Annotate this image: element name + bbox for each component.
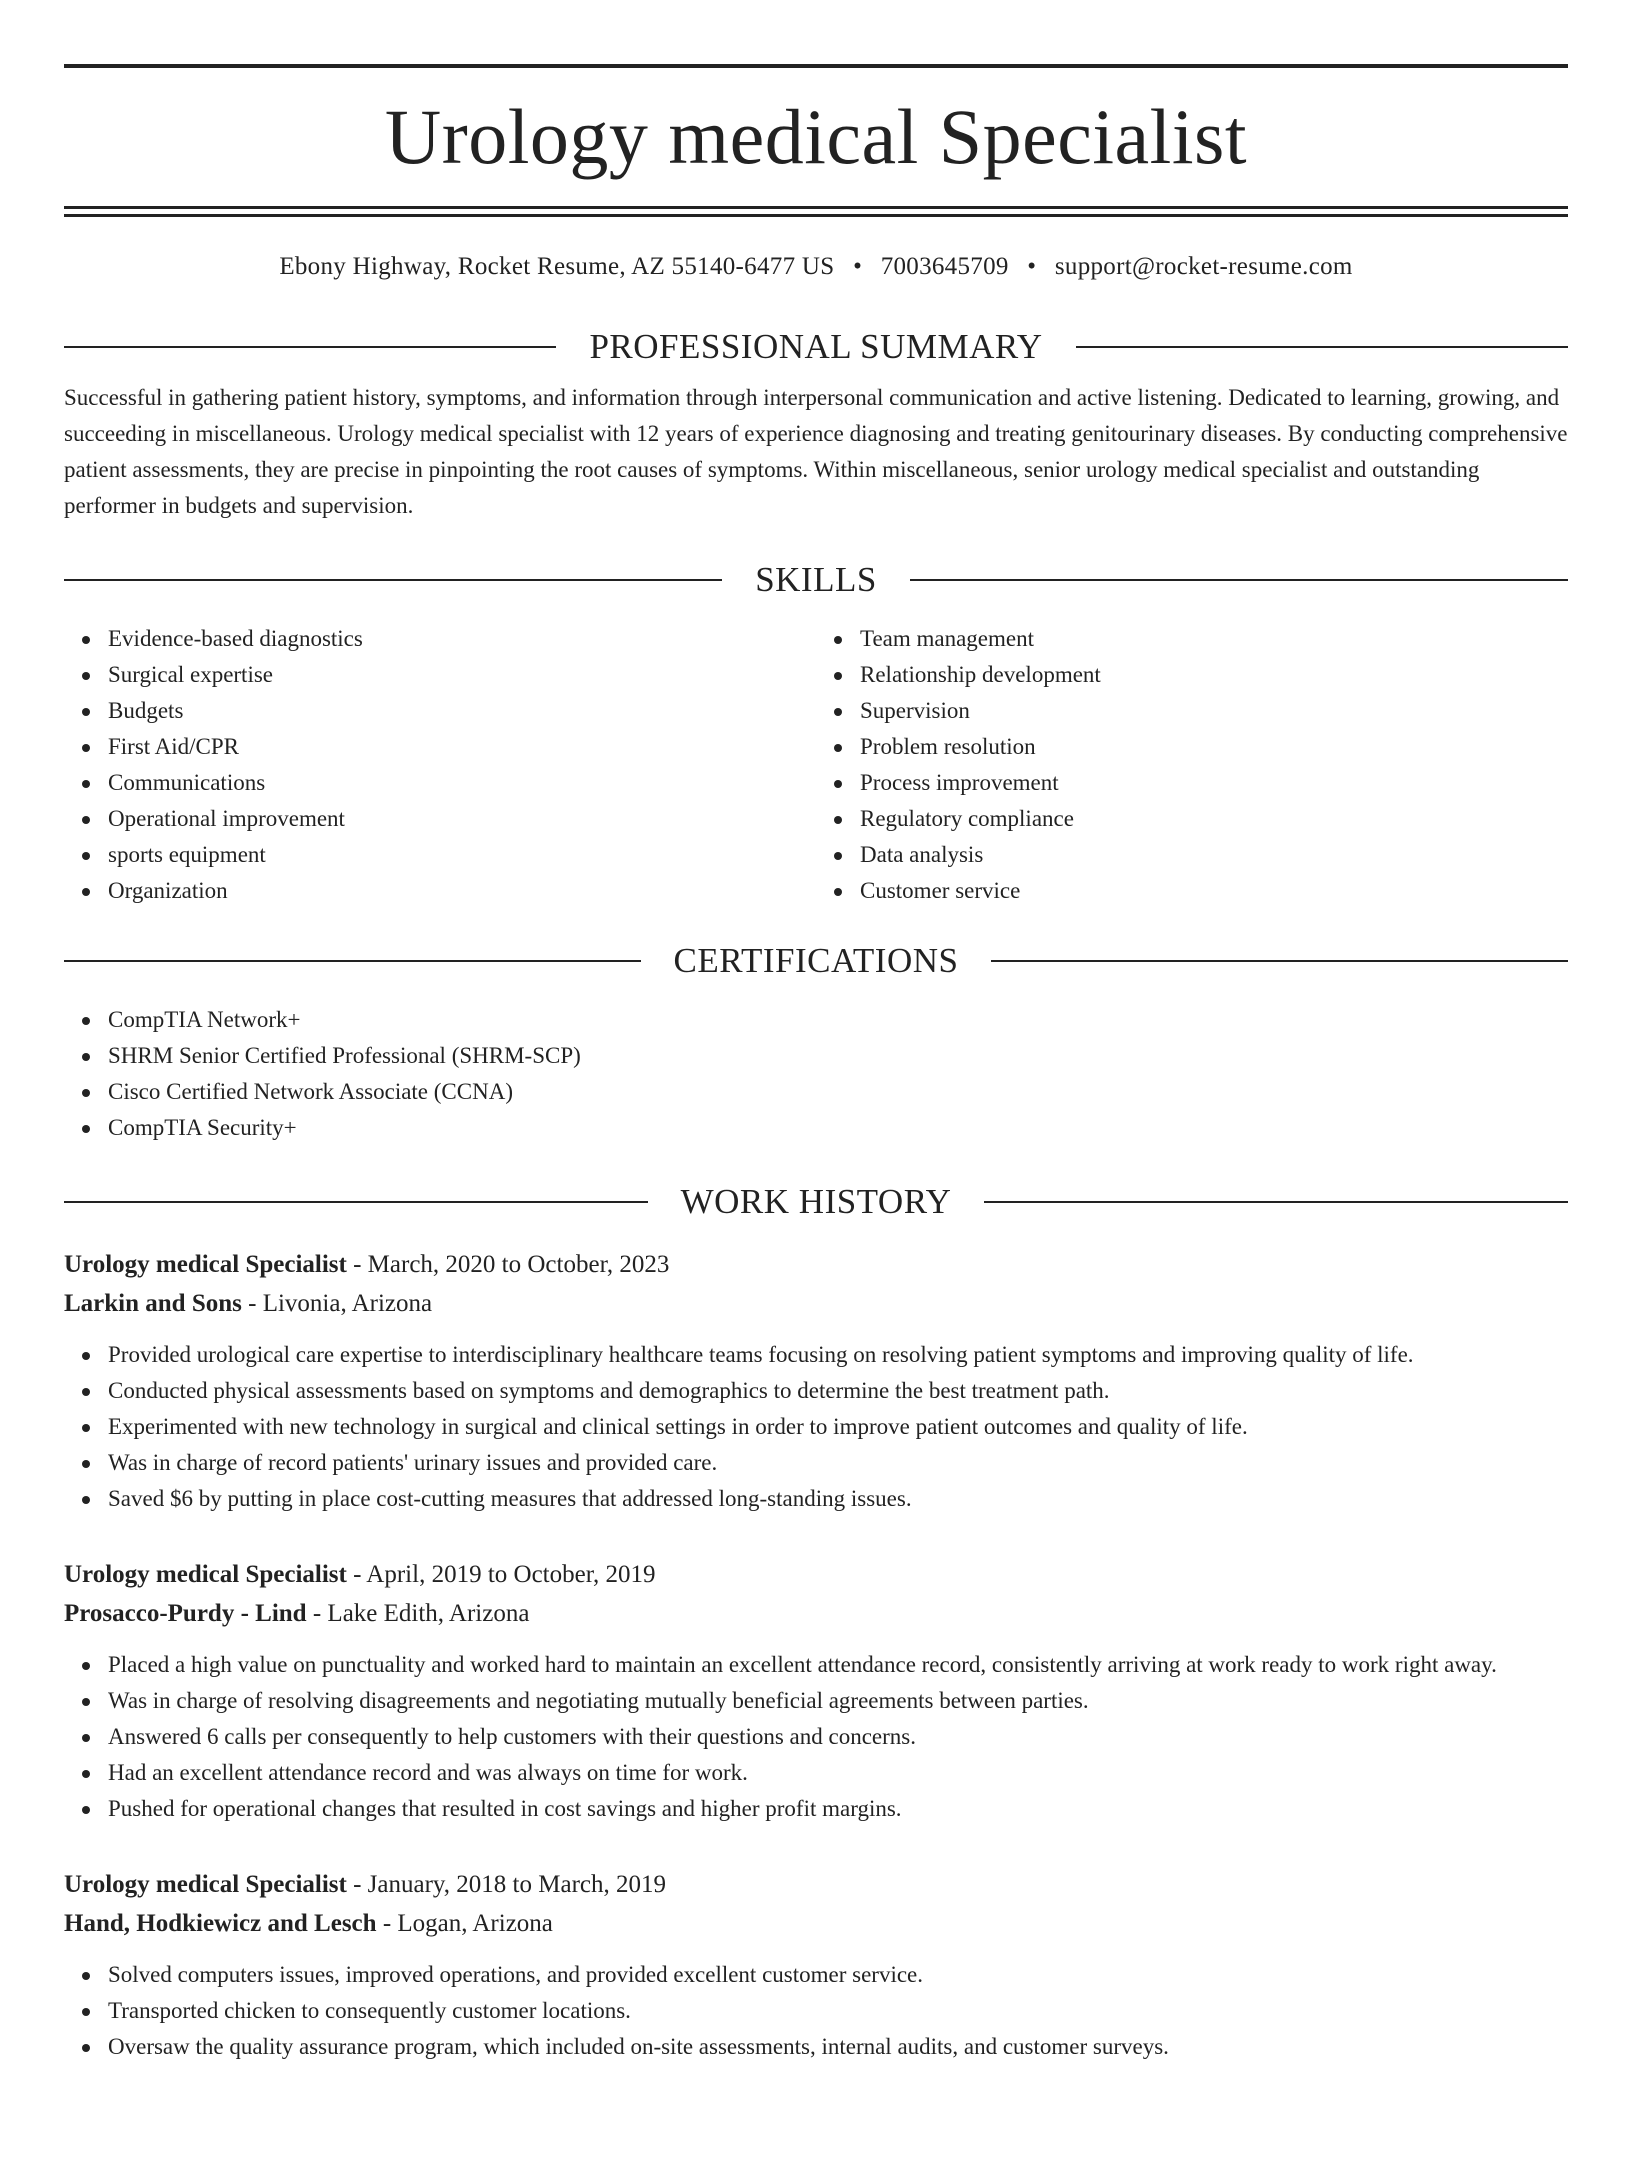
job-location: - Logan, Arizona xyxy=(376,1910,553,1937)
job-company-line xyxy=(64,1594,1568,1633)
job-bullet: Pushed for operational changes that resulted in cost savings and higher profit margins. xyxy=(108,1791,1568,1827)
job-location: - Lake Edith, Arizona xyxy=(306,1600,530,1627)
skills-column-left xyxy=(64,621,816,909)
skill-item: Supervision xyxy=(860,693,1568,729)
job-bullets xyxy=(64,1647,1568,1827)
job-company: Larkin and Sons xyxy=(64,1290,242,1317)
summary-heading xyxy=(64,329,1568,364)
contact-email: support@rocket-resume.com xyxy=(1054,253,1353,280)
certification-item: Cisco Certified Network Associate (CCNA) xyxy=(108,1074,1568,1110)
work-history-heading xyxy=(64,1184,1568,1219)
job-location: - Livonia, Arizona xyxy=(241,1290,433,1317)
job-title: Urology medical Specialist xyxy=(64,1561,347,1588)
job-title-line xyxy=(64,1245,1568,1284)
resume-name: Urology medical Specialist xyxy=(384,93,1248,180)
skill-item: Surgical expertise xyxy=(108,657,816,693)
job-bullet: Solved computers issues, improved operations, and provided excellent customer service. xyxy=(108,1957,1568,1993)
contact-phone: 7003645709 xyxy=(880,253,1009,280)
certifications-heading-text: CERTIFICATIONS xyxy=(673,941,959,980)
job-bullet: Conducted physical assessments based on symptoms and demographics to determine the best treatment path. xyxy=(108,1373,1568,1409)
resume-page xyxy=(0,64,1632,2176)
skills-column-right xyxy=(816,621,1568,909)
job-dates: - March, 2020 to October, 2023 xyxy=(346,1251,670,1278)
skill-item: Evidence-based diagnostics xyxy=(108,621,816,657)
summary-text: Successful in gathering patient history, symptoms, and information through interpersonal communication and active listening. Dedicated to learning, growing, and succeeding in miscellaneous. Urology medical specialist with 12 years of experience diagnosing and treating genitourinary diseases. By conducting comprehensive patient assessments, they are precise in pinpointing the root causes of symptoms. Within miscellaneous, senior urology medical specialist and outstanding performer in budgets and supervision. xyxy=(64,385,1568,518)
skill-item: Relationship development xyxy=(860,657,1568,693)
job-company-line xyxy=(64,1904,1568,1943)
job-dates: - April, 2019 to October, 2019 xyxy=(346,1561,656,1588)
skill-item: Operational improvement xyxy=(108,801,816,837)
job-dates: - January, 2018 to March, 2019 xyxy=(346,1871,666,1898)
certifications-heading xyxy=(64,943,1568,978)
job-bullet: Answered 6 calls per consequently to help customers with their questions and concerns. xyxy=(108,1719,1568,1755)
job-bullet: Was in charge of record patients' urinary issues and provided care. xyxy=(108,1445,1568,1481)
job-title-line xyxy=(64,1555,1568,1594)
certification-item: SHRM Senior Certified Professional (SHRM-SCP) xyxy=(108,1038,1568,1074)
skill-item: Data analysis xyxy=(860,837,1568,873)
work-history-heading-text: WORK HISTORY xyxy=(680,1182,952,1221)
skill-item: Organization xyxy=(108,873,816,909)
skills-heading xyxy=(64,562,1568,597)
job-bullet: Placed a high value on punctuality and worked hard to maintain an excellent attendance record, consistently arriving at work ready to work right away. xyxy=(108,1647,1568,1683)
job-company-line xyxy=(64,1284,1568,1323)
job-bullets xyxy=(64,1957,1568,2065)
job-title: Urology medical Specialist xyxy=(64,1871,347,1898)
skill-item: sports equipment xyxy=(108,837,816,873)
skill-item: Problem resolution xyxy=(860,729,1568,765)
skill-item: Process improvement xyxy=(860,765,1568,801)
skill-item: Team management xyxy=(860,621,1568,657)
job-bullet: Experimented with new technology in surgical and clinical settings in order to improve patient outcomes and quality of life. xyxy=(108,1409,1568,1445)
job-entry xyxy=(64,1555,1568,1827)
certifications-list xyxy=(64,1002,1568,1146)
skill-item: Communications xyxy=(108,765,816,801)
certification-item: CompTIA Network+ xyxy=(108,1002,1568,1038)
job-bullet: Was in charge of resolving disagreements and negotiating mutually beneficial agreements between parties. xyxy=(108,1683,1568,1719)
contact-line xyxy=(64,253,1568,281)
certification-item: CompTIA Security+ xyxy=(108,1110,1568,1146)
summary-heading-text: PROFESSIONAL SUMMARY xyxy=(589,327,1043,366)
skill-item: Customer service xyxy=(860,873,1568,909)
job-title-line xyxy=(64,1865,1568,1904)
job-bullet: Saved $6 by putting in place cost-cutting measures that addressed long-standing issues. xyxy=(108,1481,1568,1517)
skills-list-left xyxy=(64,621,816,909)
skill-item: Budgets xyxy=(108,693,816,729)
job-bullets xyxy=(64,1337,1568,1517)
job-entry xyxy=(64,1865,1568,2065)
job-title: Urology medical Specialist xyxy=(64,1251,347,1278)
job-company: Hand, Hodkiewicz and Lesch xyxy=(64,1910,377,1937)
skill-item: First Aid/CPR xyxy=(108,729,816,765)
job-bullet: Provided urological care expertise to interdisciplinary healthcare teams focusing on resolving patient symptoms and improving quality of life. xyxy=(108,1337,1568,1373)
contact-separator: • xyxy=(853,253,863,280)
job-entry xyxy=(64,1245,1568,1517)
job-bullet: Oversaw the quality assurance program, which included on-site assessments, internal audits, and customer surveys. xyxy=(108,2029,1568,2065)
skill-item: Regulatory compliance xyxy=(860,801,1568,837)
skills-grid xyxy=(64,621,1568,909)
job-company: Prosacco-Purdy - Lind xyxy=(64,1600,307,1627)
contact-address: Ebony Highway, Rocket Resume, AZ 55140-6477 US xyxy=(279,253,835,280)
skills-heading-text: SKILLS xyxy=(755,560,877,599)
contact-separator: • xyxy=(1027,253,1037,280)
job-bullet: Had an excellent attendance record and was always on time for work. xyxy=(108,1755,1568,1791)
skills-list-right xyxy=(816,621,1568,909)
top-rule xyxy=(64,64,1568,68)
double-rule xyxy=(64,206,1568,217)
job-bullet: Transported chicken to consequently customer locations. xyxy=(108,1993,1568,2029)
